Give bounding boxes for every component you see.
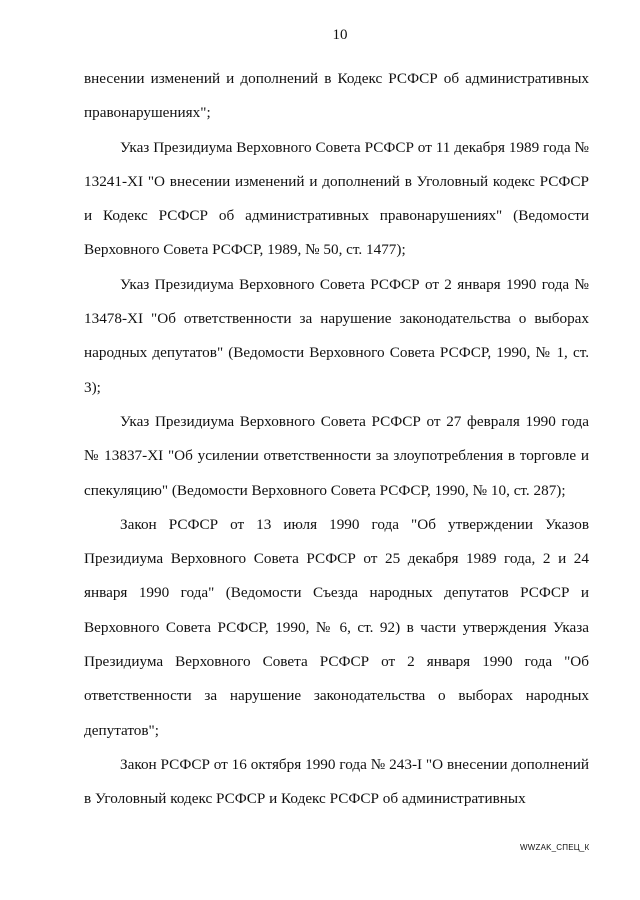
paragraph-decree-13837: Указ Президиума Верховного Совета РСФСР от 27 февраля 1990 года № 13837-XI "Об усилении ответственности за злоупотребления в торговле и спекуляцию" (Ведомости Верховного Совета РСФСР, 1990, № 10, ст. 287); xyxy=(84,412,589,499)
paragraph-decree-13478: Указ Президиума Верховного Совета РСФСР от 2 января 1990 года № 13478-XI "Об ответственности за нарушение законодательства о выборах народных депутатов" (Ведомости Верховного Совета РСФСР, 1990, № 1, ст. 3); xyxy=(84,275,589,396)
document-body xyxy=(84,62,589,817)
paragraph-decree-13241: Указ Президиума Верховного Совета РСФСР от 11 декабря 1989 года № 13241-XI "О внесении изменений и дополнений в Уголовный кодекс РСФСР и Кодекс РСФСР об административных правонарушениях" (Ведомости Верховного Совета РСФСР, 1989, № 50, ст. 1477); xyxy=(84,138,589,259)
page-number: 10 xyxy=(332,27,348,43)
paragraph-continuation: внесении изменений и дополнений в Кодекс РСФСР об административных правонарушениях"; xyxy=(84,70,589,122)
paragraph-law-13-july-1990: Закон РСФСР от 13 июля 1990 года "Об утверждении Указов Президиума Верховного Совета РСФСР от 25 декабря 1989 года, 2 и 24 января 1990 года" (Ведомости Съезда народных депутатов РСФСР и Верховного Совета РСФСР, 1990, № 6, ст. 92) в части утверждения Указа Президиума Верховного Совета РСФСР от 2 января 1990 года "Об ответственности за нарушение законодательства о выборах народных депутатов"; xyxy=(84,515,589,739)
footer-document-code: WWZAK_СПЕЦ_К xyxy=(520,843,590,852)
paragraph-law-243-i: Закон РСФСР от 16 октября 1990 года № 243-I "О внесении дополнений в Уголовный кодекс РСФСР и Кодекс РСФСР об административных xyxy=(84,755,589,808)
